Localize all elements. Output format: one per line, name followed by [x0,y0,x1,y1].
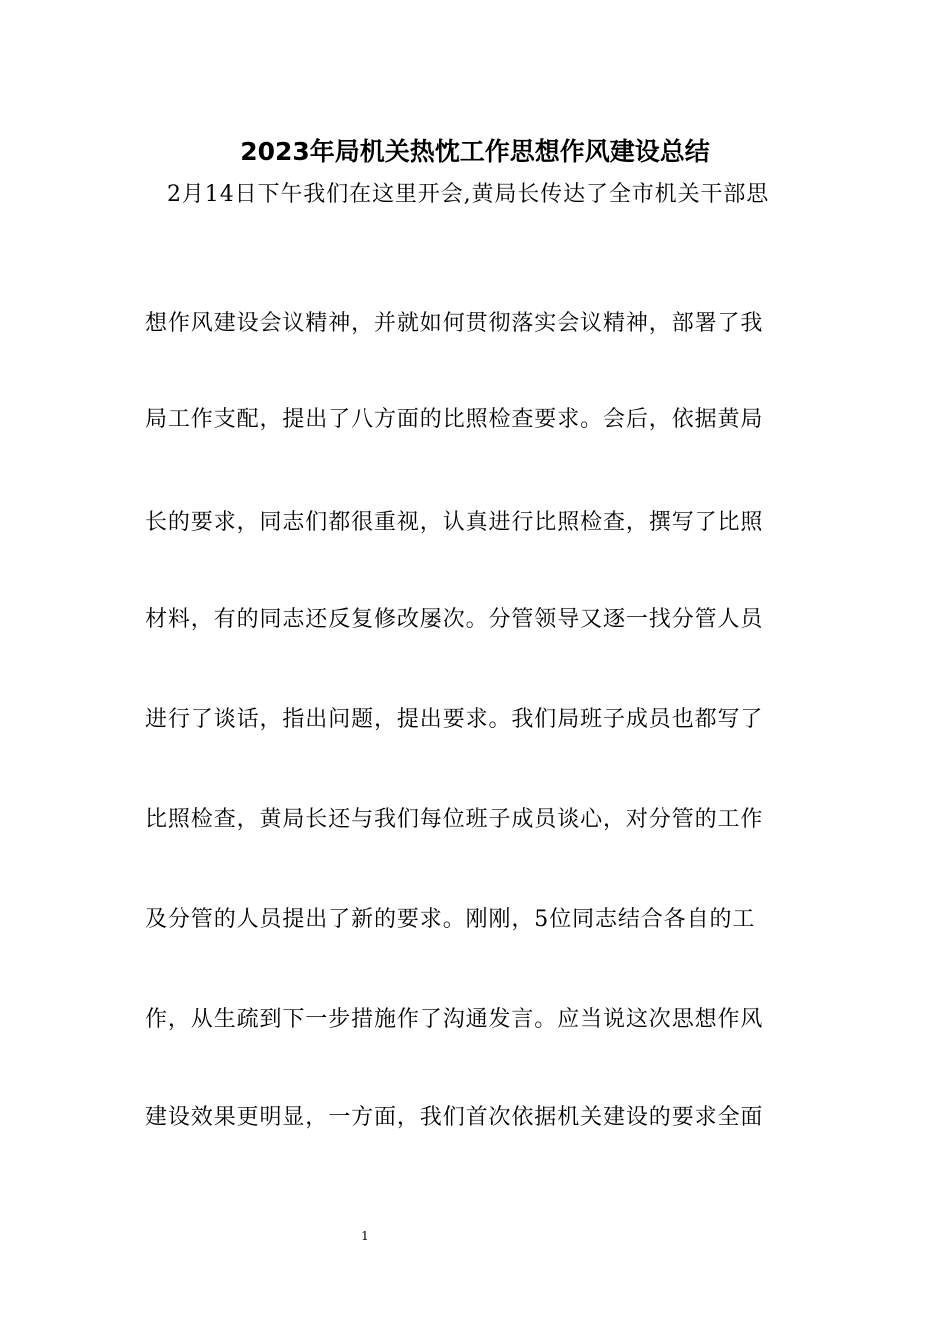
paragraph-line: 作，从生疏到下一步措施作了沟通发言。应当说这次思想作风 [145,1007,764,1032]
paragraph-line: 想作风建设会议精神，并就如何贯彻落实会议精神，部署了我 [145,311,764,336]
page-number: 1 [361,1229,369,1243]
paragraph-line: 材料，有的同志还反复修改屡次。分管领导又逐一找分管人员 [145,607,764,632]
paragraph-line: 2月14日下午我们在这里开会,黄局长传达了全市机关干部思 [167,182,770,207]
paragraph-line: 建设效果更明显，一方面，我们首次依据机关建设的要求全面 [145,1105,764,1130]
paragraph-line: 进行了谈话，指出问题，提出要求。我们局班子成员也都写了 [145,707,764,732]
paragraph-line: 长的要求，同志们都很重视，认真进行比照检查，撰写了比照 [145,510,764,535]
paragraph-line: 比照检查，黄局长还与我们每位班子成员谈心，对分管的工作 [145,807,764,832]
paragraph-line: 局工作支配，提出了八方面的比照检查要求。会后，依据黄局 [145,407,764,432]
document-title: 2023年局机关热忱工作思想作风建设总结 [240,137,710,166]
paragraph-line: 及分管的人员提出了新的要求。刚刚，5位同志结合各自的工 [145,907,756,932]
